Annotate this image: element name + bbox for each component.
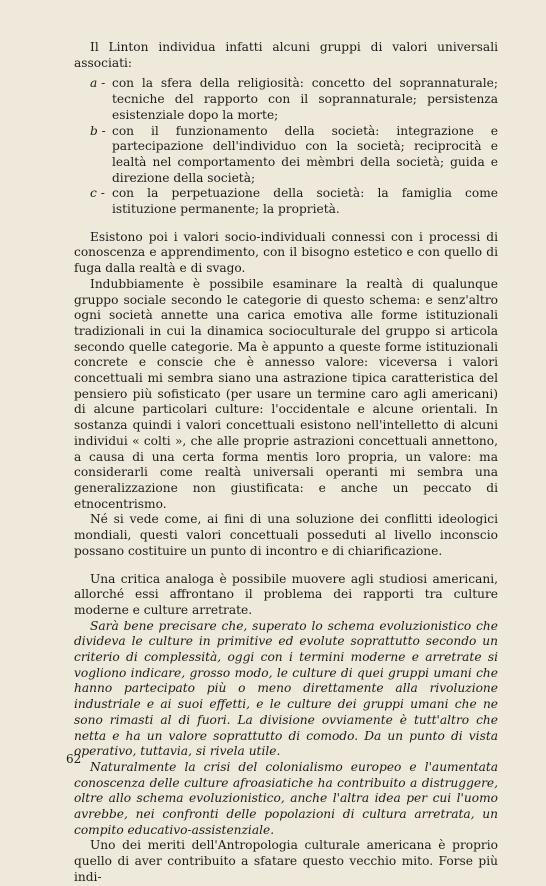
italic-paragraph-colonialism: Naturalmente la crisi del colonialismo europeo e l'aumentata conoscenza delle culture afroasiatiche ha contribuito a distruggere, oltre allo schema evoluzionistico, anche l'altra idea per cui l'uomo avrebbe, nei confronti delle popolazioni di cultura arretrata, un compito educativo-assistenziale. (74, 759, 498, 837)
intro-paragraph: Il Linton individua infatti alcuni gruppi di valori universali associati: (74, 40, 498, 70)
item-text: con la sfera della religiosità: concetto del soprannaturale; tecniche del rapporto con il soprannaturale; persistenza esistenziale dopo la morte; (112, 76, 498, 122)
item-text: con il funzionamento della società: integrazione e partecipazione dell'individuo con la società; reciprocità e lealtà nel comportamento dei mèmbri della società; guida e direzione della società; (112, 123, 498, 185)
paragraph-socio-individual: Esistono poi i valori socio-individuali connessi con i processi di conoscenza e apprendimento, con il bisogno estetico e con quello di fuga dalla realtà e di svago. (74, 229, 498, 276)
item-letter: b (90, 123, 98, 138)
paragraph-ideological-conflicts: Né si vede come, ai fini di una soluzione dei conflitti ideologici mondiali, questi valori concettuali posseduti al livello inconscio possano costituire un punto di incontro e di chiarificazione. (74, 512, 498, 558)
paragraph-critique: Una critica analoga è possibile muovere agli studiosi americani, allorché essi affrontano il problema dei rapporti tra culture moderne e culture arretrate. (74, 571, 498, 617)
text-column (74, 40, 498, 886)
paragraph-concept-values: Indubbiamente è possibile esaminare la realtà di qualunque gruppo sociale secondo le categorie di questo schema: e senz'altro ogni società annette una carica emotiva alle forme istituzionali tradizionali in cui la dinamica socioculturale del gruppo si articola secondo quelle categorie. Ma è appunto a queste forme istituzionali concrete e conscie che è annesso valore: viceversa i valori concettuali mi sembra siano una astrazione tipica caratteristica del pensiero più sofisticato (per usare un termine caro agli americani) di alcune particolari culture: l'occidentale e alcune orientali. In sostanza quindi i valori concettuali esistono nell'intelletto di alcuni individui « colti », che alle proprie astrazioni concettuali annettono, a causa di una certa forma mentis loro propria, un valore: ma considerarli come realtà universali operanti mi sembra una generalizzazione non giustificata: e anche un peccato di etnocentrismo. (74, 276, 498, 511)
value-groups-list (74, 76, 498, 217)
list-item: a - con la sfera della religiosità: concetto del soprannaturale; tecniche del rapporto con il soprannaturale; persistenza esistenziale dopo la morte; (90, 76, 498, 122)
item-letter: c (90, 186, 97, 201)
list-item: b - con il funzionamento della società: integrazione e partecipazione dell'individuo con la società; reciprocità e lealtà nel comportamento dei mèmbri della società; guida e direzione della società; (90, 123, 498, 185)
page-number: 62 (66, 752, 82, 766)
paragraph-merits: Uno dei meriti dell'Antropologia culturale americana è proprio quello di aver contribuito a sfatare questo vecchio mito. Forse più indi- (74, 838, 498, 884)
list-item: c - con la perpetuazione della società: la famiglia come istituzione permanente; la proprietà. (90, 186, 498, 217)
item-letter: a (90, 76, 98, 91)
italic-paragraph-definitions: Sarà bene precisare che, superato lo schema evoluzionistico che divideva le culture in primitive ed evolute soprattutto secondo un criterio di complessità, oggi con i termini moderne e arretrate si vogliono indicare, grosso modo, le culture di quei gruppi umani che hanno partecipato più o meno direttamente alla rivoluzione industriale e ai suoi effetti, e le culture dei gruppi umani che ne sono rimasti al di fuori. La divisione ovviamente è tutt'altro che netta e ha un valore soprattutto di comodo. Da un punto di vista operativo, tuttavia, si rivela utile. (74, 618, 498, 759)
item-text: con la perpetuazione della società: la famiglia come istituzione permanente; la proprietà. (112, 186, 498, 217)
